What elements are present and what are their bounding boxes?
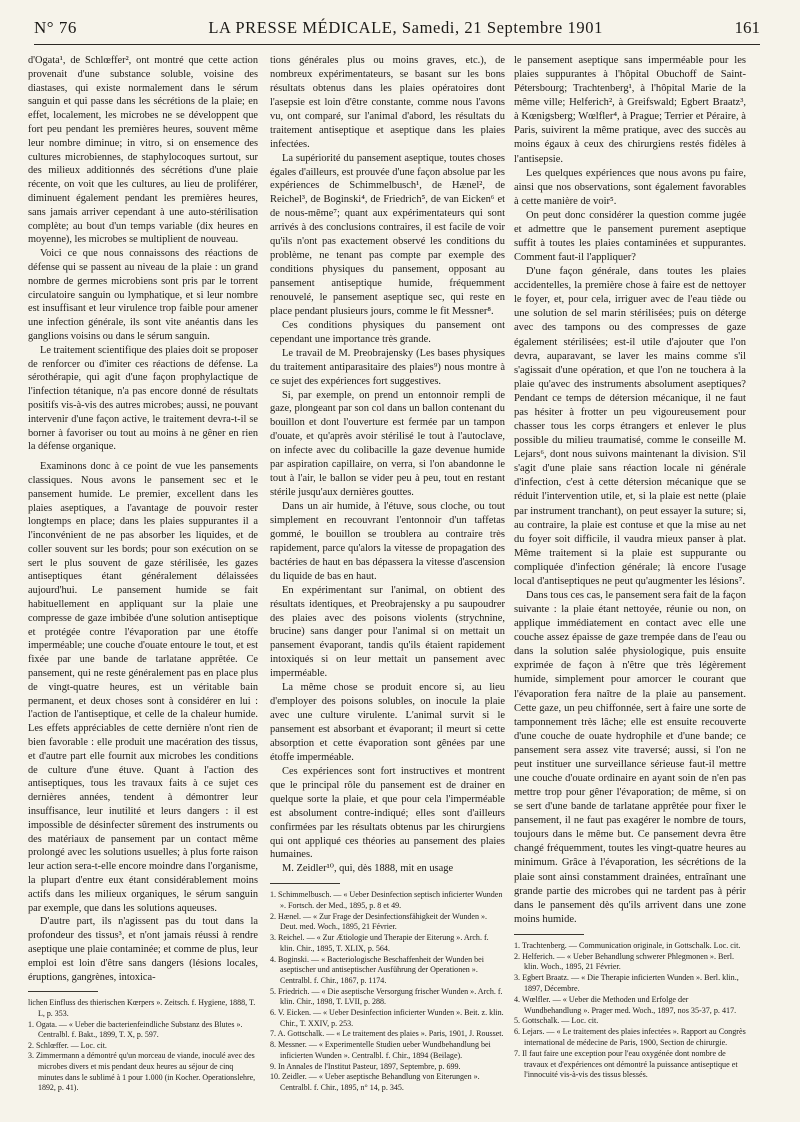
footnote: 4. Wœlfler. — « Ueber die Methoden und Erfolge der Wundbehandlung ». Prager med. Woch., 1897, nos 35-37, p. 417. <box>514 994 737 1015</box>
paragraph: Examinons donc à ce point de vue les pansements classiques. Nous avons le pansement sec et le pansement humide. Le premier, excellent dans les plaies aseptiques, a l'avantage de pouvoir rester longtemps en place; dans les plaies suppurantes il a l'inconvénient de ne pas absorber les liquides, et de coller souvent sur les bords; pour son exécution on se sert le plus souvent de gaze stérilisée, les gazes antiseptiques étant généralement délaissées aujourd'hui. Le pansement humide se fait habituellement en appliquant sur la plaie une compresse de gaze imbibée d'une solution antiseptique et protégée contre l'évaporation par une étoffe imperméable; une couche d'ouate entoure le tout, et est fixée par une bande de tarlatane apprêtée. Ce pansement, qui ne reste généralement pas en place plus de vingt-quatre heures, est un véritable bain permanent, et deux choses sont à considérer en lui : l'action de l'antiseptique, et celle de la chaleur humide. Les effets appréciables de cette dernière n'ont rien de bien favorable : elle produit une macération des tissus, et d'autre part elle fournit aux microbes les conditions de culture d'une étuve. Quant à l'action des antiseptiques, tous les travaux faits à ce sujet ces dernières années, tendent à démontrer leur insuffisance, leur inutilité et leurs dangers : il est impossible de désinfecter sûrement des instruments ou des matériaux de pansement par un contact même prolongé avec les solutions usuelles; à plus forte raison leur action sera-t-elle encore moindre dans l'organisme, la plupart d'entre eux étant considérablement moins actifs dans les milieux organiques, le sérum sanguin par exemple, que dans les solutions aqueuses. <box>28 461 258 914</box>
column-3 <box>514 54 746 1081</box>
footnote: 5. Friedrich. — « Die aseptische Versorgung frischer Wunden ». Arch. f. klin. Chir., 1898, T. LVII, p. 288. <box>270 986 503 1007</box>
paragraph: Le traitement scientifique des plaies doit se proposer de renforcer ou d'imiter ces réactions de défense. La sérothérapie, qui agit d'une façon prophylactique de l'infection tétanique, n'a pas encore donné de résultats positifs vis-à-vis des autres microbes; aussi, ne pouvant intervenir d'une façon active, le traitement devra-t-il se borner à favoriser ou tout au moins à ne gêner en rien la défense organique. <box>28 344 259 453</box>
column-1 <box>28 54 258 1094</box>
paragraph: La supériorité du pansement aseptique, toutes choses égales d'ailleurs, est prouvée d'une façon absolue par les expériences de Schimmelbusch¹, de Hænel², de Reichel³, de Boginski⁴, de Friedrich⁵, de van Eicken⁶ et de nous-même⁷; quant aux expérimentateurs qui sont arrivés à des conclusions contraires, il est facile de voir qu'ils n'ont pas exactement observé les conditions du problème, ne tenant pas compte par exemple des conditions physiques du pansement, opposant au pansement antiseptique humide, fréquemment renouvelé, le pansement aseptique sec, qui reste en place pendant plusieurs jours, comme le fit Messner⁸. <box>270 152 505 317</box>
footnote: 3. Egbert Braatz. — « Die Therapie inficierten Wunden ». Berl. klin., 1897, Décembre. <box>514 973 739 994</box>
footnote: 1. Ogata. — « Ueber die bacterienfeindliche Substanz des Blutes ». Centralbl. f. Bakt., 1899, T. X, p. 597. <box>28 1019 243 1040</box>
paragraph: Si, par exemple, on prend un entonnoir rempli de gaze, plongeant par son col dans un ballon contenant du bouillon et dont l'ouverture est fermée par un tampon d'ouate, et qu'après avoir stérilisé le tout à l'autoclave, on infecte avec du colibacille la gaze devenue humide par aspiration capillaire, on verra, si l'on abandonne le tout à l'air, le ballon se vider peu à peu, tout en restant stérile jusqu'aux dernières gouttes. <box>270 389 505 499</box>
footnote: 9. In Annales de l'Institut Pasteur, 1897, Septembre, p. 699. <box>270 1061 461 1071</box>
paragraph: tions générales plus ou moins graves, etc.), de nombreux expérimentateurs, se basant sur les bons résultats obtenus dans les plaies opératoires dont l'asepsie est loin d'être constante, comme nous l'avons vu, ont comparé, sur l'animal d'abord, les résultats du traitement antiseptique et aseptique dans les plaies infectées. <box>270 55 505 150</box>
footnote: 10. Zeidler. — « Ueber aseptische Behandlung von Eiterungen ». Centralbl. f. Chir., 1895, n° 14, p. 345. <box>270 1072 480 1092</box>
footnotes <box>28 998 258 1093</box>
paragraph: Le travail de M. Preobrajensky (Les bases physiques du traitement antiparasitaire des plaies⁹) nous montre à ce sujet des expériences fort suggestives. <box>270 347 505 387</box>
column-2 <box>270 54 505 1094</box>
footnote: 2. Schlœffer. — Loc. cit. <box>28 1040 107 1050</box>
paragraph: En expérimentant sur l'animal, on obtient des résultats identiques, et Preobrajensky a pu saupoudrer des plaies avec des poisons violents (strychnine, brucine) sans danger pour l'animal si on mettait un pansement évaporant, tandis qu'ils étaient rapidement intoxiqués si on leur mettait un pansement avec imperméable. <box>270 584 505 680</box>
footnote-divider <box>270 883 340 884</box>
footnote: 7. Il faut faire une exception pour l'eau oxygénée dont nombre de travaux et d'expériences ont démontré la puissance antiseptique et l'innocuité vis-à-vis des tissus blessés. <box>514 1048 738 1080</box>
footnote: 3. Zimmermann a démontré qu'un morceau de viande, inoculé avec des microbes divers et mis pendant deux heures au séjour de cinq minutes dans le sublimé à 1 pour 1.000 (in Kocher. Operationslehre, 1892, p. 41). <box>28 1051 256 1093</box>
issue-number: N° 76 <box>34 18 77 37</box>
paragraph: d'Ogata¹, de Schlœffer², ont montré que cette action provenait d'une substance soluble, voisine des diastases, qui existe normalement dans le sérum sanguin et qui passe dans les sécrétions de la plaie; en effet, localement, les microbes ne se développent que fort peu pendant les premières heures, souvent même leur nombre diminue; in vitro, si on ensemence des cultures microbiennes, de staphylocoques surtout, sur des milieux additionnés des sécrétions d'une plaie récente, on voit que les cultures, au lieu de proliférer, diminuent également pendant les premières heures, sans jamais arriver cependant à une auto-stérilisation complète; au bout d'un temps variable (dix heures en moyenne), les microbes se multiplient de nouveau. <box>28 55 258 246</box>
paragraph: On peut donc considérer la question comme jugée et admettre que le pansement purement aseptique suffit à toutes les plaies contaminées et suppurantes. Comment faut-il l'appliquer? <box>514 209 746 264</box>
paragraph: La même chose se produit encore si, au lieu d'employer des poisons solubles, on inocule la plaie avec une culture virulente. L'animal survit si le pansement est absorbant et évaporant; il meurt si cette absorption et cette évaporation sont gênées par une étoffe imperméable. <box>270 682 505 763</box>
footnote-divider <box>28 991 98 992</box>
footnote-divider <box>514 934 584 935</box>
footnote: 4. Boginski. — « Bacteriologische Beschaffenheit der Wunden bei aseptischer und antiseptischer Ausführung der Operationen ». Centralbl. f. Chir., 1867, p. 1174. <box>270 954 484 985</box>
footnotes <box>270 890 505 1093</box>
page-number: 161 <box>734 18 760 37</box>
footnote: 8. Messner. — « Experimentelle Studien ueber Wundbehandlung bei inficierten Wunden ». Centralbl. f. Chir., 1894 (Beilage). <box>270 1040 491 1060</box>
footnote: 5. Gottschalk. — Loc. cit. <box>514 1016 599 1026</box>
paragraph: D'une façon générale, dans toutes les plaies accidentelles, la première chose à faire est de nettoyer le foyer, et, pour cela, irriguer avec de l'eau tiède ou une solution de sel marin stérilisées; puis on déterge avec des tampons ou des compresses de gaze également stérilisées; est-il utile d'ajouter que l'on devra, auparavant, se laver les mains comme s'il s'agissait d'une opération, et que l'on ne touchera à la plaie qu'avec des instruments absolument aseptiques? Pendant ce temps de détersion mécanique, il ne faut pas hésiter à frotter un peu vigoureusement pour chasser tous les corps étrangers et enlever le plus possible du milieu traumatisé, comme le conseille M. Lejars⁶, dont nous suivons maintenant la division. S'il s'agit d'une plaie sans réaction locale ni générale d'infection, c'est à cette détersion mécanique que se réduit l'intervention utile, et, si la plaie est nette (plaie par instrument tranchant), on peut essayer la suture; si, au contraire, la plaie est contuse et que la mise au net du foyer soit difficile, il vaudra mieux panser à plat. Même traitement si la plaie est suppurante ou compliquée d'infection générale; là encore l'usage local d'antiseptiques ne peut qu'augmenter les lésions⁷. <box>514 266 746 587</box>
paragraph: Ces conditions physiques du pansement ont cependant une importance très grande. <box>270 319 505 345</box>
paragraph: M. Zeidler¹⁰, qui, dès 1888, mit en usage <box>282 863 454 875</box>
footnote: 2. Hænel. — « Zur Frage der Desinfectionsfähigkeit der Wunden ». Deut. med. Woch., 1895, 21 Février. <box>270 911 487 932</box>
footnote: 6. Lejars. — « Le traitement des plaies infectées ». Rapport au Congrès international de médecine de Paris, 1900, Section de chirurgie. <box>514 1027 746 1048</box>
paragraph: Dans tous ces cas, le pansement sera fait de la façon suivante : la plaie étant nettoyée, réunie ou non, on applique immédiatement en contact avec elle une couche assez épaisse de gaze trempée dans de l'eau ou dans la solution salée physiologique, puis ensuite exprimée de façon à n'être que très légèrement humide, simplement pour amorcer le courant que l'évaporation fera naître de la plaie au pansement. Cette gaze, un peu chiffonnée, sert à faire une sorte de tamponnement très lâche; elle est ensuite recouverte d'une couche de ouate hydrophile et d'une bande; ce pansement sera assez vite traversé; aussi, si l'on ne peut instituer une surveillance sérieuse faut-il mettre une couche d'ouate ordinaire en ayant soin de n'en pas mettre trop pour gêner l'évaporation; de même, si on se sert d'une bande de tarlatane apprêtée pour fixer le pansement, il ne faut pas exagérer le nombre de tours, toujours dans le même but. Ce pansement devra être changé fréquemment, toutes les vingt-quatre heures au minimum. Grâce à l'évaporation, les sécrétions de la plaie sont ainsi constamment drainées, entraînant une grande partie des microbes qui ne tardent pas à périr dans le pansement dès qu'ils arrivent dans une zone moins humide. <box>514 589 746 925</box>
footnote: lichen Einfluss des thierischen Kœrpers ». Zeitsch. f. Hygiene, 1888, T. L, p. 353. <box>28 998 256 1018</box>
paragraph: le pansement aseptique sans imperméable pour les plaies suppurantes à l'hôpital Obuchoff de Saint-Pétersbourg; Trachtenberg¹, à l'hôpital Marie de la même ville; Helferich², à Greifswald; Egbert Braatz³, à Kœnigsberg; Wœlfler⁴, à Prague; Terrier et Péraire, à Paris, suivirent la même pratique, avec des succès au moins égaux à ceux des chirurgiens restés fidèles à l'antisepsie. <box>514 55 746 165</box>
paragraph: Ces expériences sont fort instructives et montrent que le principal rôle du pansement est de drainer en quelque sorte la plaie, et que pour cela l'imperméable est absolument contre-indiqué; elles sont d'ailleurs confirmées par les résultats obtenus par les chirurgiens qui ont appliqué ces théories au pansement des plaies humaines. <box>270 765 505 861</box>
paragraph: Les quelques expériences que nous avons pu faire, ainsi que nos observations, sont également favorables à cette manière de voir⁵. <box>514 167 746 207</box>
page-header <box>34 18 760 45</box>
footnote: 1. Trachtenberg. — Communication originale, in Gottschalk. Loc. cit. <box>514 940 741 950</box>
paragraph: Dans un air humide, à l'étuve, sous cloche, ou tout simplement en recouvrant l'entonnoir d'un taffetas gommé, le bouillon se troublera au contraire très rapidement, parce qu'alors la vitesse de propagation des bactéries de haut en bas dépassera la vitesse d'ascension du liquide de bas en haut. <box>270 501 505 582</box>
footnote: 3. Reichel. — « Zur Ætiologie und Therapie der Eiterung ». Arch. f. klin. Chir., 1895, T. XLIX, p. 564. <box>270 933 489 953</box>
footnote: 2. Helferich. — « Ueber Behandlung schwerer Phlegmonen ». Berl. klin. Woch., 1895, 21 Février. <box>514 951 735 972</box>
paragraph: D'autre part, ils n'agissent pas du tout dans la profondeur des tissus³, et n'ont jamais réussi à rendre aseptique une plaie contaminée; et comme de plus, leur emploi est loin d'être sans dangers (lésions locales, éruptions, gangrènes, intoxica- <box>28 916 258 983</box>
paragraph: Voici ce que nous connaissons des réactions de défense qui se passent au niveau de la plaie : un grand nombre de germes microbiens sont pris par le torrent circulatoire sanguin ou lymphatique, et si leur nombre est insuffisant et leur virulence trop faible pour amener une infection générale, ils sont vite anéantis dans les ganglions voisins ou dans le sérum sanguin. <box>28 248 258 342</box>
footnote: 6. V. Eicken. — « Ueber Desinfection inficierter Wunden ». Beit. z. klin. Chir., T. XXIV, p. 253. <box>270 1008 504 1028</box>
publication-title: LA PRESSE MÉDICALE, Samedi, 21 Septembre 1901 <box>208 18 603 37</box>
footnotes <box>514 941 746 1081</box>
footnote: 7. A. Gottschalk. — « Le traitement des plaies ». Paris, 1901, J. Rousset. <box>270 1029 504 1039</box>
footnote: 1. Schimmelbusch. — « Ueber Desinfection septisch inficierter Wunden ». Fortsch. der Med., 1895, p. 8 et 49. <box>270 890 503 911</box>
